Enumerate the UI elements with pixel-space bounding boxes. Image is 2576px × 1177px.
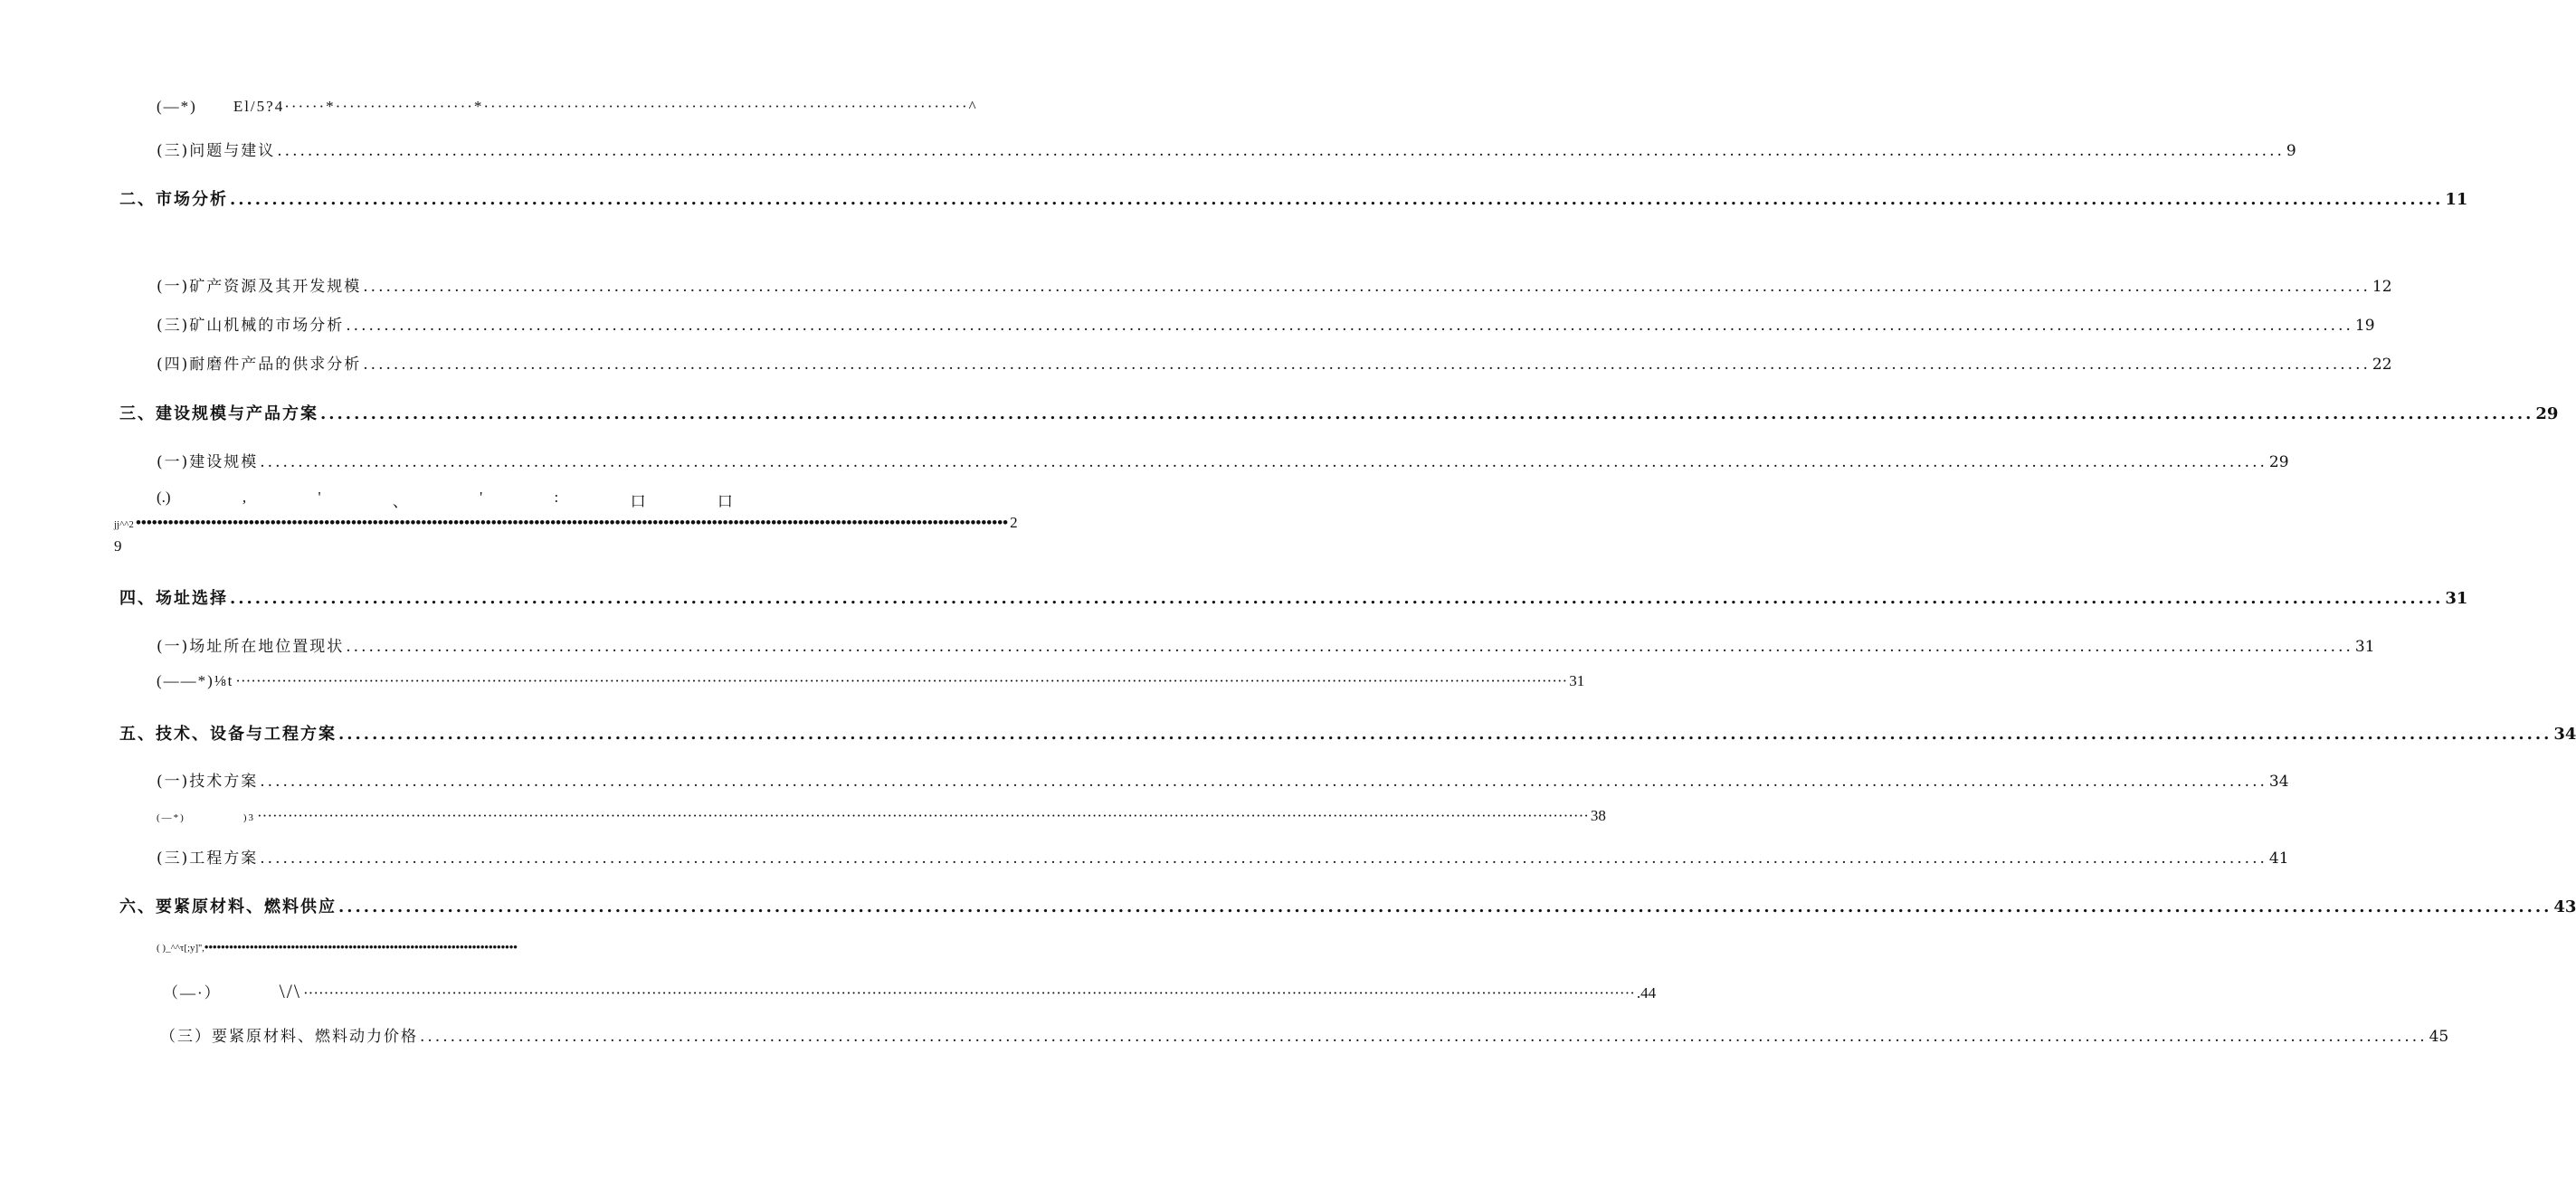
toc-row-garbled-3[interactable]: [157, 807, 1606, 825]
toc-leader: [303, 984, 1635, 1002]
toc-page: 19: [2354, 317, 2375, 335]
toc-row-garbled-heavy-dots[interactable]: [114, 514, 1018, 532]
toc-garbled-text: \/\: [279, 980, 302, 1002]
toc-row-garbled-5[interactable]: [163, 980, 1657, 1003]
toc-leader: [260, 453, 2267, 471]
toc-row-site-location[interactable]: [157, 633, 2375, 656]
toc-leader: [363, 356, 2371, 374]
toc-page: 29: [2535, 404, 2559, 423]
toc-label: (—*): [157, 98, 197, 115]
toc-label: ( )_^^τ[;y]'',: [157, 943, 204, 954]
glyph: ': [318, 489, 321, 506]
toc-leader: [260, 773, 2267, 791]
toc-leader: [346, 638, 2353, 656]
toc-section-market-analysis[interactable]: [119, 186, 2468, 210]
glyph: ': [480, 489, 483, 506]
toc-label: 二、市场分析: [119, 190, 228, 209]
toc-section-site-selection[interactable]: [119, 585, 2468, 609]
toc-label: 六、要紧原材料、燃料供应: [119, 897, 337, 916]
toc-row-construction-scale-sub[interactable]: [157, 449, 2289, 471]
toc-page: 43: [2553, 897, 2576, 916]
toc-page: 45: [2429, 1028, 2449, 1046]
toc-leader: [230, 190, 2443, 209]
toc-label: （—·）: [163, 984, 222, 1001]
toc-label: (——*)⅛t: [157, 672, 234, 689]
toc-label: (一)矿产资源及其开发规模: [157, 278, 362, 296]
toc-label: (三)问题与建议: [157, 142, 276, 160]
toc-garbled-text: El/5?4······*····················*······································································^: [233, 98, 978, 115]
toc-leader: [338, 897, 2552, 916]
glyph: 、: [392, 493, 408, 510]
toc-row-mining-machinery[interactable]: [157, 312, 2375, 335]
toc-label: (一)技术方案: [157, 773, 259, 791]
toc-label: (一)场址所在地位置现状: [157, 638, 345, 656]
toc-leader: [338, 725, 2552, 744]
toc-leader: [363, 278, 2371, 296]
toc-page: 41: [2268, 850, 2289, 868]
toc-leader: [346, 317, 2353, 335]
toc-row-garbled-glyphs[interactable]: [157, 489, 733, 511]
toc-label: (四)耐磨件产品的供求分析: [157, 356, 362, 374]
toc-page: 34: [2268, 773, 2289, 791]
toc-leader: [257, 807, 1589, 825]
toc-label: (—*): [157, 812, 185, 823]
toc-page: 29: [2268, 453, 2289, 471]
toc-label: 四、场址选择: [119, 589, 228, 608]
glyph: 口: [717, 493, 733, 510]
toc-page: 11: [2445, 190, 2468, 209]
toc-page: 22: [2372, 356, 2392, 374]
toc-leader: [260, 850, 2267, 868]
glyph: (.): [157, 489, 171, 506]
toc-page: 38: [1590, 807, 1606, 824]
toc-leader: [320, 404, 2533, 423]
toc-leader: [136, 514, 1008, 532]
toc-label: jj^^2: [114, 519, 134, 530]
toc-garbled-dots: ••••••••••••••••••••••••••••••••••••••••••••••••••••••••••••••••••••••••••••: [204, 940, 518, 954]
toc-page: .44: [1636, 984, 1657, 1001]
toc-row-issues-suggestions[interactable]: [157, 138, 2296, 160]
toc-page: 9: [2286, 142, 2296, 160]
toc-page: 2: [1010, 514, 1018, 531]
toc-section-construction-scale[interactable]: [119, 401, 2559, 424]
toc-label: （三）要紧原材料、燃料动力价格: [160, 1028, 418, 1046]
toc-row-wear-parts[interactable]: [157, 351, 2392, 374]
glyph: ,: [242, 489, 247, 506]
toc-leader: [235, 672, 1567, 690]
toc-label: (三)矿山机械的市场分析: [157, 317, 345, 335]
toc-page: 9: [114, 537, 122, 555]
toc-label: 三、建设规模与产品方案: [119, 404, 318, 423]
toc-garbled-text: )3: [242, 812, 255, 823]
toc-label: (一)建设规模: [157, 453, 259, 471]
toc-page: 12: [2372, 278, 2392, 296]
toc-row-raw-material-prices[interactable]: [160, 1023, 2449, 1046]
glyph: :: [554, 489, 559, 506]
toc-label: 五、技术、设备与工程方案: [119, 725, 337, 744]
toc-page: 31: [2445, 589, 2468, 608]
toc-row-technical-plan[interactable]: [157, 768, 2289, 791]
toc-leader: [277, 142, 2285, 160]
toc-row-garbled-1[interactable]: [157, 98, 978, 116]
toc-page: 31: [2354, 638, 2375, 656]
glyph: 口: [630, 493, 646, 510]
toc-leader: [230, 589, 2443, 608]
toc-page: 31: [1569, 672, 1585, 689]
toc-section-raw-materials[interactable]: [119, 894, 2576, 917]
toc-row-mineral-resources[interactable]: [157, 273, 2392, 296]
toc-row-garbled-2[interactable]: [157, 672, 1585, 690]
toc-page-continuation: [114, 537, 122, 555]
toc-section-technology-equipment[interactable]: [119, 721, 2576, 745]
toc-row-garbled-4[interactable]: [157, 940, 624, 954]
toc-row-engineering-plan[interactable]: [157, 845, 2289, 868]
toc-leader: [420, 1028, 2428, 1046]
toc-page: 34: [2553, 725, 2576, 744]
toc-label: (三)工程方案: [157, 850, 259, 868]
